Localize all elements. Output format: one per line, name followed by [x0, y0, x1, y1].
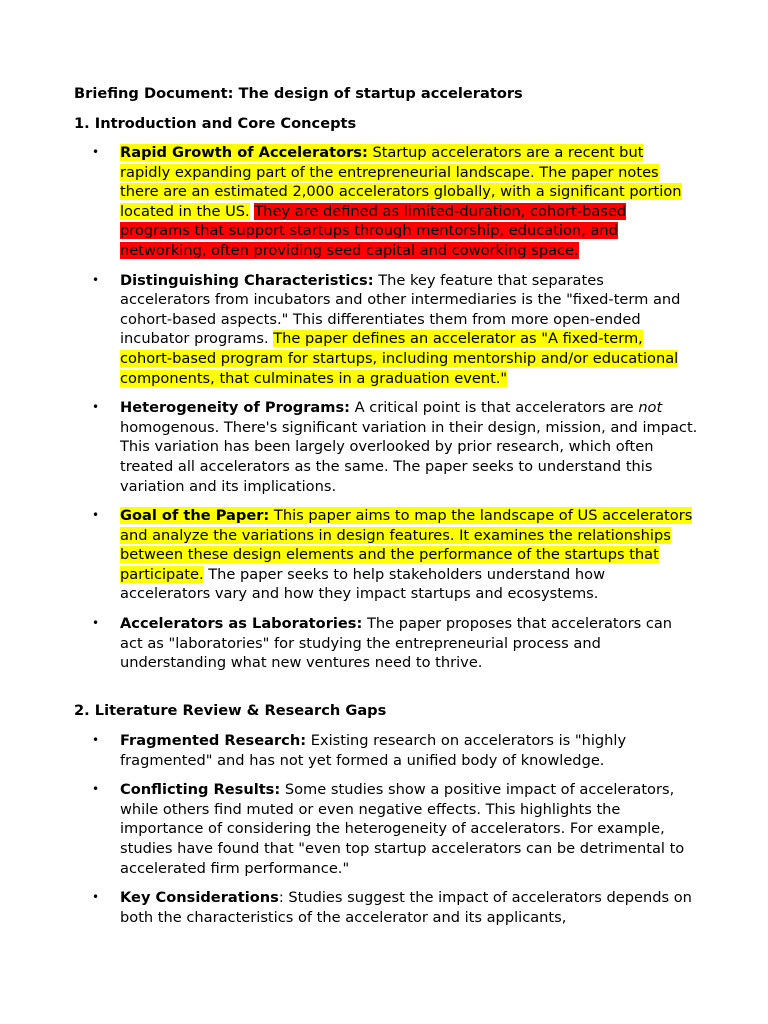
item-term: Fragmented Research: — [120, 732, 307, 749]
bullet-icon: • — [92, 616, 100, 631]
list-item — [74, 614, 698, 673]
list-item — [74, 398, 698, 496]
bullet-icon: • — [92, 145, 100, 159]
item-term: Conflicting Results: — [120, 781, 281, 799]
section-1-list — [74, 143, 698, 683]
item-text: Existing research on accelerators is "highly fragmented" and has not yet formed a unified body of knowledge. — [120, 732, 627, 769]
item-term: Rapid Growth of Accelerators: — [120, 144, 368, 161]
item-text: This paper aims to map the landscape of US accelerators and analyze the variations in design features. It examines the relationships between these design elements and the performance of the startups that participate. — [120, 507, 693, 583]
bullet-icon: • — [92, 400, 100, 415]
list-item — [74, 271, 698, 389]
item-text: Startup accelerators are a recent but rapidly expanding part of the entrepreneurial landscape. The paper notes there are an estimated 2,000 accelerators globally, with a significant portion located in the US. — [120, 144, 682, 220]
list-item — [74, 780, 698, 878]
red-highlighted-text: They are defined as limited-duration, cohort-based programs that support startups through mentorship, education, and networking, often providing seed capital and coworking space. — [120, 202, 627, 259]
bullet-icon: • — [92, 272, 100, 287]
document-title: Briefing Document: The design of startup accelerators — [74, 85, 523, 102]
item-text: A critical point is that accelerators are — [350, 399, 639, 417]
item-text: The paper proposes that accelerators can act as "laboratories" for studying the entrepreneurial process and understanding what new ventures need to thrive. — [120, 615, 673, 672]
item-text: The key feature that separates accelerators from incubators and other intermediaries is the "fixed-term and cohort-based aspects." This differentiates them from more open-ended incubator programs. — [120, 271, 681, 348]
item-term: Key Considerations — [120, 889, 279, 907]
section-heading-literature-review: 2. Literature Review & Research Gaps — [74, 702, 387, 719]
section-2-list — [74, 731, 698, 937]
highlighted-text: The paper defines an accelerator as "A fixed-term, cohort-based program for startups, including mentorship and/or educational components, that culminates in a graduation event." — [120, 330, 679, 387]
bullet-icon: • — [92, 890, 100, 905]
bullet-icon: • — [92, 782, 100, 797]
item-term: Distinguishing Characteristics: — [120, 271, 374, 289]
item-term: Heterogeneity of Programs: — [120, 399, 351, 417]
item-emphasis: not — [638, 399, 663, 417]
list-item — [74, 731, 698, 770]
item-term: Accelerators as Laboratories: — [120, 615, 363, 633]
section-heading-introduction: 1. Introduction and Core Concepts — [74, 115, 357, 132]
item-text-continued: homogenous. There's significant variation in their design, mission, and impact. This variation has been largely overlooked by prior research, which often treated all accelerators as the same. The paper seeks to understand this variation and its implications. — [120, 418, 698, 495]
list-item — [74, 888, 698, 927]
item-text-continued: The paper seeks to help stakeholders understand how accelerators vary and how they impact startups and ecosystems. — [120, 565, 606, 603]
item-term: Goal of the Paper: — [120, 507, 270, 525]
bullet-icon: • — [92, 508, 100, 523]
item-text: Some studies show a positive impact of accelerators, while others find muted or even negative effects. This highlights the importance of considering the heterogeneity of accelerators. For example, studies have found that "even top startup accelerators can be detrimental to accelerated firm performance." — [120, 781, 685, 877]
list-item — [74, 506, 698, 604]
bullet-icon: • — [92, 733, 100, 747]
list-item — [74, 143, 698, 261]
item-text: : Studies suggest the impact of accelerators depends on both the characteristics of the accelerator and its applicants, — [120, 889, 692, 926]
